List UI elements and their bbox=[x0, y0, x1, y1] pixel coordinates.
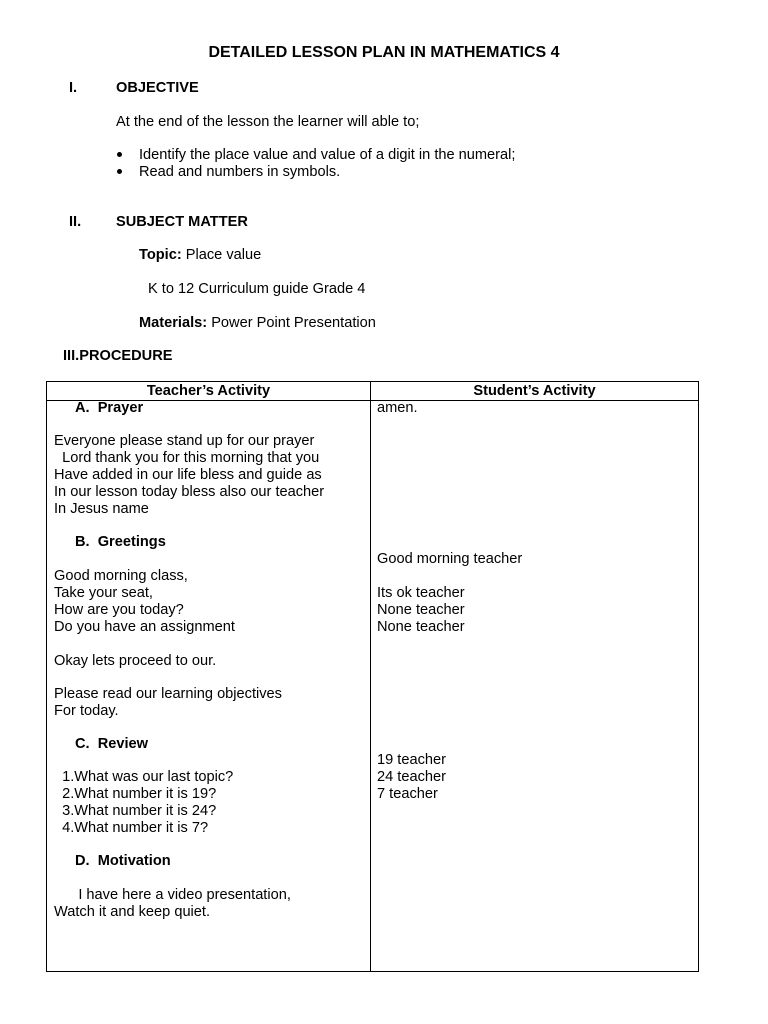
review-label: C. Review bbox=[75, 736, 148, 752]
motivation-line-1: I have here a video presentation, bbox=[54, 887, 291, 903]
greetings-read-line-2: For today. bbox=[54, 703, 119, 719]
table-column-divider bbox=[370, 382, 371, 971]
greetings-student-2: Its ok teacher bbox=[377, 585, 465, 601]
review-student-3: 7 teacher bbox=[377, 786, 438, 802]
review-question-3: 3.What number it is 24? bbox=[54, 803, 217, 819]
materials-line bbox=[139, 315, 376, 332]
review-question-4: 4.What number it is 7? bbox=[54, 820, 209, 836]
procedure-table bbox=[46, 381, 699, 972]
table-header-divider bbox=[47, 400, 698, 401]
prayer-line-3: Have added in our life bless and guide as bbox=[54, 467, 322, 483]
review-student-1: 19 teacher bbox=[377, 752, 446, 768]
prayer-line-2: Lord thank you for this morning that you bbox=[54, 450, 320, 466]
objective-intro: At the end of the lesson the learner will able to; bbox=[116, 114, 420, 130]
greetings-student-1: Good morning teacher bbox=[377, 551, 523, 567]
prayer-line-1: Everyone please stand up for our prayer bbox=[54, 433, 315, 449]
objective-heading: OBJECTIVE bbox=[116, 80, 199, 96]
objective-bullet-1: Identify the place value and value of a digit in the numeral; bbox=[139, 147, 516, 163]
header-student-activity: Student’s Activity bbox=[473, 383, 596, 399]
motivation-line-2: Watch it and keep quiet. bbox=[54, 904, 211, 920]
materials-label: Materials: bbox=[139, 315, 208, 331]
greetings-read-line-1: Please read our learning objectives bbox=[54, 686, 282, 702]
materials-value: Power Point Presentation bbox=[207, 315, 376, 331]
motivation-label: D. Motivation bbox=[75, 853, 171, 869]
prayer-line-5: In Jesus name bbox=[54, 501, 149, 517]
procedure-heading: III.PROCEDURE bbox=[63, 348, 173, 364]
greetings-student-4: None teacher bbox=[377, 619, 465, 635]
objective-numeral: I. bbox=[69, 80, 78, 96]
prayer-label: A. Prayer bbox=[75, 400, 144, 416]
bullet-icon bbox=[117, 152, 122, 157]
review-student-2: 24 teacher bbox=[377, 769, 446, 785]
subject-matter-heading: SUBJECT MATTER bbox=[116, 214, 248, 230]
objective-bullet-2: Read and numbers in symbols. bbox=[139, 164, 341, 180]
prayer-line-4: In our lesson today bless also our teacher bbox=[54, 484, 325, 500]
review-question-2: 2.What number it is 19? bbox=[54, 786, 217, 802]
topic-value: Place value bbox=[181, 247, 262, 263]
topic-line bbox=[139, 247, 261, 264]
greetings-line-1: Good morning class, bbox=[54, 568, 188, 584]
reference-line: K to 12 Curriculum guide Grade 4 bbox=[148, 281, 366, 297]
greetings-line-2: Take your seat, bbox=[54, 585, 153, 601]
document-title: DETAILED LESSON PLAN IN MATHEMATICS 4 bbox=[208, 44, 560, 61]
greetings-student-3: None teacher bbox=[377, 602, 465, 618]
greetings-line-4: Do you have an assignment bbox=[54, 619, 235, 635]
greetings-proceed: Okay lets proceed to our. bbox=[54, 653, 217, 669]
subject-matter-numeral: II. bbox=[69, 214, 82, 230]
header-teacher-activity: Teacher’s Activity bbox=[146, 383, 271, 399]
topic-label: Topic: bbox=[139, 247, 182, 263]
bullet-icon bbox=[117, 169, 122, 174]
prayer-student-response: amen. bbox=[377, 400, 418, 416]
review-question-1: 1.What was our last topic? bbox=[54, 769, 234, 785]
greetings-label: B. Greetings bbox=[75, 534, 166, 550]
greetings-line-3: How are you today? bbox=[54, 602, 184, 618]
